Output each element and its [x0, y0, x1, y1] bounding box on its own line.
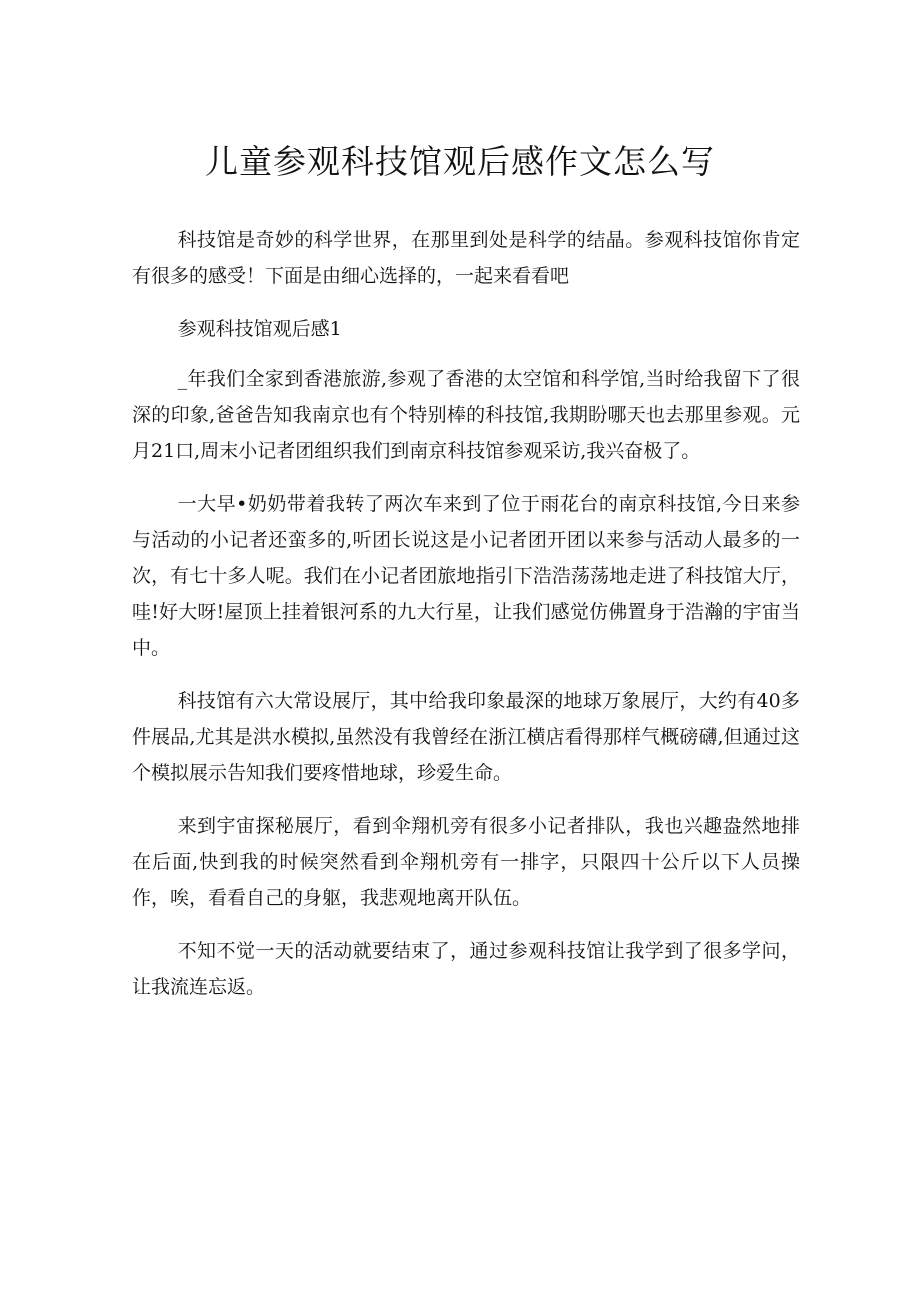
body-paragraph: 来到宇宙探秘展厅，看到伞翔机旁有很多小记者排队，我也兴趣盎然地排在后面,快到我的时候突然看到伞翔机旁有一排字，只限四十公斤以下人员操作，唉，看看自己的身躯，我悲观地离开队伍。 [132, 815, 800, 909]
body-paragraph: 科技馆有六大常设展厅，其中给我印象最深的地球万象展厅，大约有40多件展品,尤其是洪水模拟,虽然没有我曾经在浙江横店看得那样气概磅礴,但通过这个模拟展示告知我们要疼惜地球，珍爱生命。 [132, 690, 800, 784]
body-paragraph: 一大早•奶奶带着我转了两次车来到了位于雨花台的南京科技馆,今日来参与活动的小记者还蛮多的,听团长说这是小记者团开团以来参与活动人最多的一次，有七十多人呢。我们在小记者团旅地指引下浩浩荡荡地走进了科技馆大厅，哇!好大呀!屋顶上挂着银河系的九大行星，让我们感觉仿佛置身于浩瀚的宇宙当中。 [132, 493, 800, 659]
document-title: 儿童参观科技馆观后感作文怎么写 [205, 142, 715, 181]
body-paragraph: 不知不觉一天的活动就要结束了，通过参观科技馆让我学到了很多学问，让我流连忘返。 [132, 940, 800, 998]
section-heading: 参观科技馆观后感1 [177, 318, 342, 340]
intro-paragraph: 科技馆是奇妙的科学世界，在那里到处是科学的结晶。参观科技馆你肯定有很多的感受！下面是由细心选择的，一起来看看吧 [132, 229, 800, 287]
document-body [132, 222, 800, 1022]
body-paragraph: _年我们全家到香港旅游,参观了香港的太空馆和科学馆,当时给我留下了很深的印象,爸爸告知我南京也有个特别棒的科技馆,我期盼哪天也去那里参观。元月21口,周末小记者团组织我们到南京科技馆参观采访,我兴奋极了。 [132, 368, 800, 462]
